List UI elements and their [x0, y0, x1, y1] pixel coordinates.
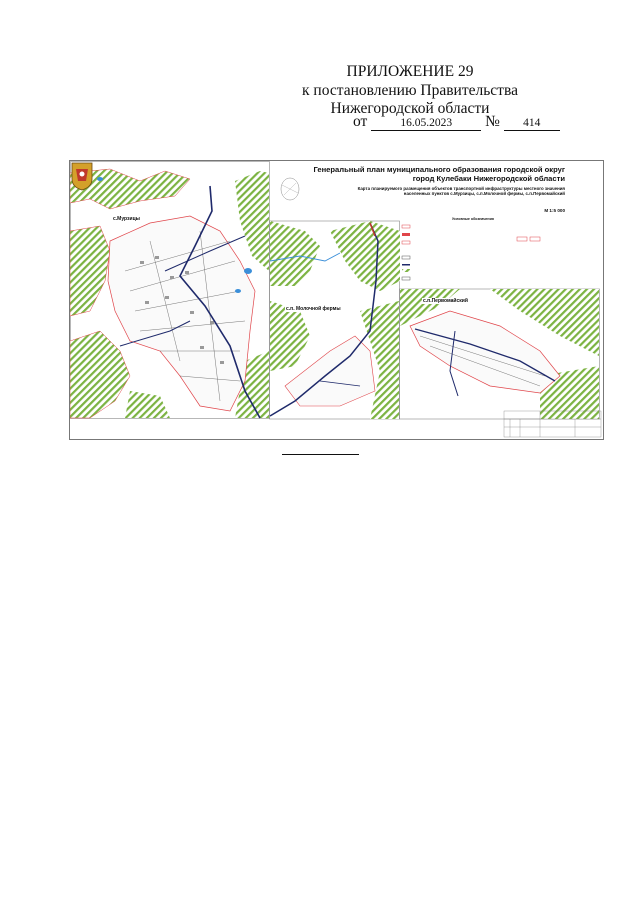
document-number: 414 [504, 116, 560, 131]
map-title: Генеральный план муниципального образования городской округ город Кулебаки Нижегородской области [313, 165, 565, 183]
label-pervomaisky: с.п.Первомайский [423, 298, 468, 304]
closing-rule [282, 454, 359, 455]
from-label: от [353, 113, 368, 130]
number-sign: № [485, 113, 500, 130]
document-date: 16.05.2023 [371, 116, 481, 131]
legend-title: Условные обозначения [452, 217, 494, 221]
map-scale: М 1:5 000 [544, 208, 565, 213]
map-legend [400, 217, 600, 289]
resolution-reference: к постановлению Правительства [302, 82, 518, 99]
map-subtitle: Карта планируемого размещения объектов транспортной инфраструктуры местного значения населенных пунктов с.Мурзицы, с.п.Молочной фермы, с.п.Первомайский [357, 186, 565, 197]
date-number-line [353, 113, 560, 131]
molochnaya-panel [270, 221, 400, 419]
locator-inset [281, 178, 299, 200]
appendix-title: ПРИЛОЖЕНИЕ 29 [346, 63, 474, 80]
murzitsy-panel [70, 169, 269, 418]
region-name: Нижегородской области [330, 100, 490, 117]
coat-of-arms-icon [70, 161, 94, 191]
label-molochnaya-ferma: с.п. Молочной фермы [286, 306, 341, 312]
map-drawing [70, 161, 603, 439]
label-murzitsy: с.Мурзицы [113, 216, 140, 222]
pervomaisky-panel [400, 289, 599, 419]
general-plan-map [69, 160, 604, 440]
